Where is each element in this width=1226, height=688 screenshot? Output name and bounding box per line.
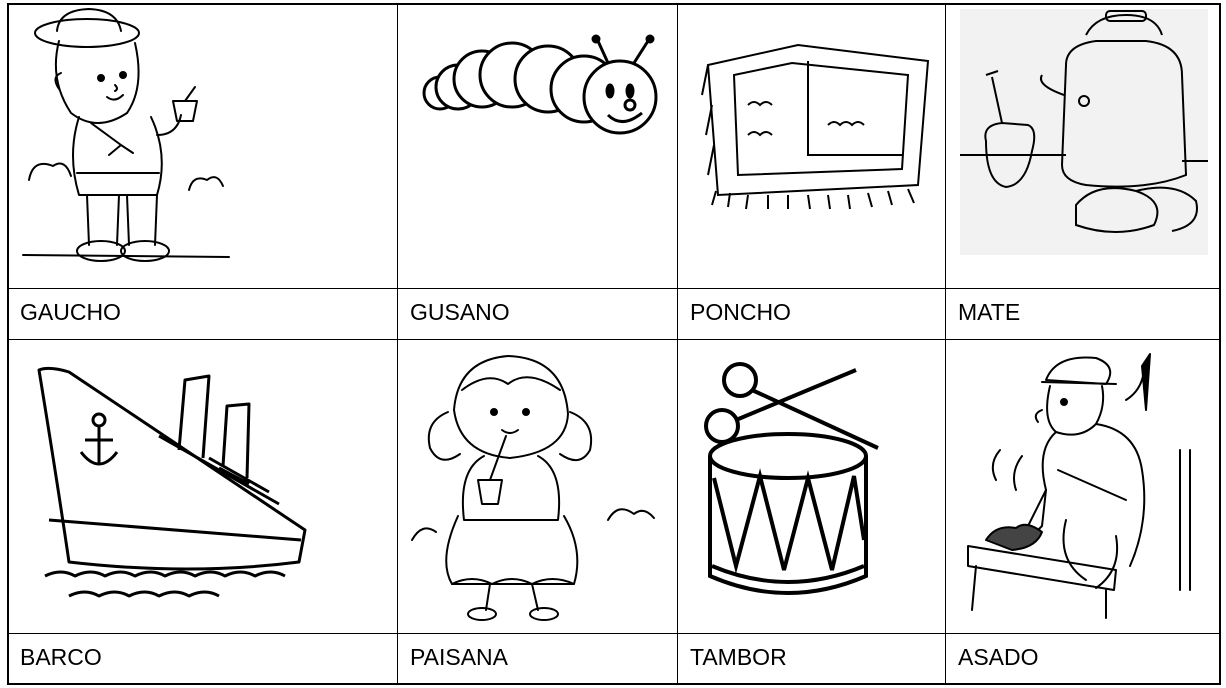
caterpillar-illustration <box>398 5 677 288</box>
mate-kettle-illustration <box>946 5 1219 288</box>
ship-illustration <box>9 340 397 633</box>
word-label-barco: BARCO <box>20 644 102 670</box>
gaucho-boy-illustration <box>9 5 397 288</box>
word-label-gaucho: GAUCHO <box>20 299 121 325</box>
word-label-gusano: GUSANO <box>410 299 510 325</box>
table-border-right <box>1219 3 1221 685</box>
row-divider <box>7 288 1221 289</box>
word-label-asado: ASADO <box>958 644 1039 670</box>
word-label-poncho: PONCHO <box>690 299 791 325</box>
word-label-mate: MATE <box>958 299 1021 325</box>
word-label-tambor: TAMBOR <box>690 644 787 670</box>
row-divider <box>7 633 1221 634</box>
paisana-girl-illustration <box>398 340 677 633</box>
asado-man-illustration <box>946 340 1219 633</box>
poncho-illustration <box>678 5 945 288</box>
word-label-paisana: PAISANA <box>410 644 508 670</box>
drum-illustration <box>678 340 945 633</box>
table-border-bottom <box>7 683 1221 685</box>
